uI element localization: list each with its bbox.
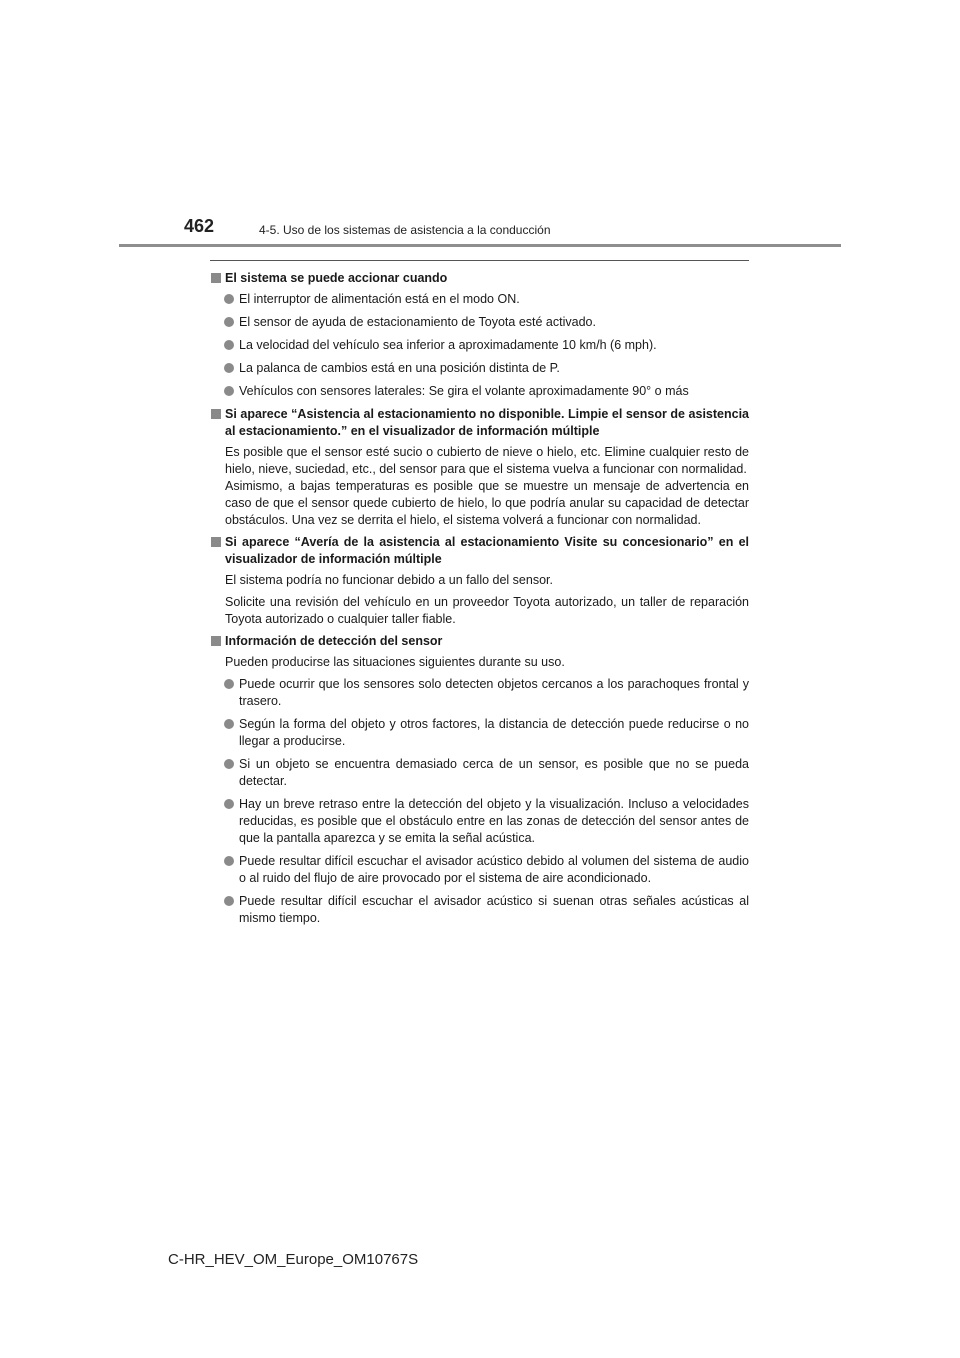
square-bullet-icon bbox=[211, 273, 221, 283]
section-heading: Si aparece “Asistencia al estacionamiento no disponible. Limpie el sensor de asistencia al estacionamiento.” en el visualizador de información múltiple bbox=[210, 406, 749, 440]
circle-bullet-icon bbox=[224, 799, 234, 809]
section-heading: Información de detección del sensor bbox=[210, 633, 749, 650]
square-bullet-icon bbox=[211, 409, 221, 419]
circle-bullet-icon bbox=[224, 340, 234, 350]
section-malfunction-message bbox=[210, 534, 749, 628]
circle-bullet-icon bbox=[224, 719, 234, 729]
footer-doc-id: C-HR_HEV_OM_Europe_OM10767S bbox=[168, 1251, 419, 1268]
header-rule bbox=[119, 244, 841, 247]
circle-bullet-icon bbox=[224, 679, 234, 689]
list-item: La velocidad del vehículo sea inferior a aproximadamente 10 km/h (6 mph). bbox=[210, 337, 749, 354]
list-item: Puede resultar difícil escuchar el avisador acústico si suenan otras señales acústicas al mismo tiempo. bbox=[210, 893, 749, 927]
section-operating-conditions bbox=[210, 270, 749, 400]
square-bullet-icon bbox=[211, 636, 221, 646]
paragraph: Es posible que el sensor esté sucio o cubierto de nieve o hielo, etc. Elimine cualquier resto de hielo, nieve, suciedad, etc., del sensor para que el sistema vuelva a funcionar con normalidad. Asimismo, a bajas temperaturas es posible que se muestre un mensaje de advertencia en caso de que el sensor quede cubierto de hielo, lo que podría anular su capacidad de detectar obstáculos. Una vez se derrita el hielo, el sistema volverá a funcionar con normalidad. bbox=[225, 445, 749, 527]
circle-bullet-icon bbox=[224, 896, 234, 906]
section-clean-sensor-message bbox=[210, 406, 749, 529]
circle-bullet-icon bbox=[224, 294, 234, 304]
content-rule bbox=[210, 260, 749, 261]
list-item: Según la forma del objeto y otros factores, la distancia de detección puede reducirse o no llegar a producirse. bbox=[210, 716, 749, 750]
content bbox=[210, 266, 749, 933]
circle-bullet-icon bbox=[224, 856, 234, 866]
circle-bullet-icon bbox=[224, 759, 234, 769]
circle-bullet-icon bbox=[224, 363, 234, 373]
square-bullet-icon bbox=[211, 537, 221, 547]
list-item: Hay un breve retraso entre la detección del objeto y la visualización. Incluso a velocidades reducidas, es posible que el obstáculo entre en las zonas de detección del sensor antes de que la pantalla aparezca y se emita la señal acústica. bbox=[210, 796, 749, 847]
section-heading: Si aparece “Avería de la asistencia al estacionamiento Visite su concesionario” en el visualizador de información múltiple bbox=[210, 534, 749, 568]
list-item: El interruptor de alimentación está en el modo ON. bbox=[210, 291, 749, 308]
paragraph: El sistema podría no funcionar debido a un fallo del sensor. bbox=[225, 573, 553, 587]
page-number: 462 bbox=[184, 216, 215, 236]
paragraph: Solicite una revisión del vehículo en un proveedor Toyota autorizado, un taller de reparación Toyota autorizado o cualquier taller fiable. bbox=[225, 595, 749, 626]
list-item: Si un objeto se encuentra demasiado cerca de un sensor, es posible que no se pueda detectar. bbox=[210, 756, 749, 790]
list-item: Vehículos con sensores laterales: Se gira el volante aproximadamente 90° o más bbox=[210, 383, 749, 400]
section-heading: El sistema se puede accionar cuando bbox=[210, 270, 749, 287]
list-item: Puede ocurrir que los sensores solo detecten objetos cercanos a los parachoques frontal y trasero. bbox=[210, 676, 749, 710]
circle-bullet-icon bbox=[224, 386, 234, 396]
list-item: El sensor de ayuda de estacionamiento de Toyota esté activado. bbox=[210, 314, 749, 331]
list-item: La palanca de cambios está en una posición distinta de P. bbox=[210, 360, 749, 377]
section-detection-info bbox=[210, 633, 749, 927]
list-item: Puede resultar difícil escuchar el avisador acústico debido al volumen del sistema de audio o al ruido del flujo de aire provocado por el sistema de aire acondicionado. bbox=[210, 853, 749, 887]
paragraph: Pueden producirse las situaciones siguientes durante su uso. bbox=[225, 655, 565, 669]
circle-bullet-icon bbox=[224, 317, 234, 327]
section-title: 4-5. Uso de los sistemas de asistencia a la conducción bbox=[259, 223, 551, 237]
